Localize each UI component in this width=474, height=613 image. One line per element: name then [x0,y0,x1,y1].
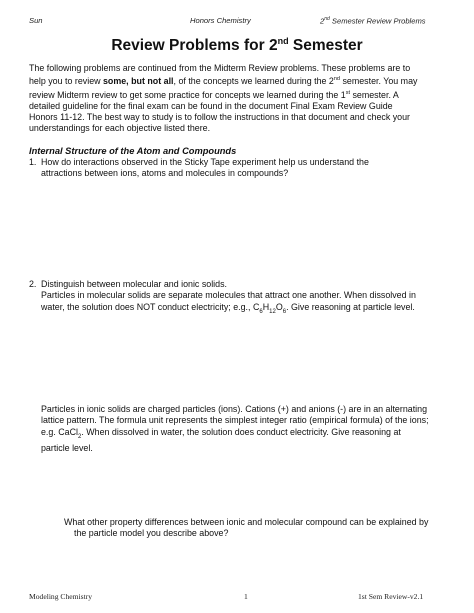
footer-right: 1st Sem Review-v2.1 [358,592,424,601]
title-prefix: Review Problems for 2 [111,37,278,55]
intro-part3: semester. You may review Midterm review to get some practice for concepts we learned during the 1 [29,76,418,100]
header-doc-title-rest: Semester Review Problems [329,16,426,26]
header-course: Honors Chemistry [190,16,251,25]
intro-sup2: st [345,89,350,96]
title-suffix: Semester [288,37,363,55]
intro-paragraph [29,63,419,135]
intro-part1: The following problems are continued from the Midterm Review problems. These problems are to help you to review [29,63,411,87]
title-sup: nd [277,36,289,46]
header-doc-title-prefix: 2 [320,16,325,26]
sub-c: 6 [282,308,287,315]
ionic-post: . When dissolved in water, the solution does conduct electricity. Give reasoning at particle level. [41,426,401,453]
intro-bold: some, but not all [103,76,174,87]
ionic-sub: 2 [78,433,82,440]
question-2 [29,279,417,318]
intro-part2: , of the concepts we learned during the 2 [173,76,334,87]
question-2-molecular-text [41,290,417,317]
header-doc-title-sup: nd [324,16,330,22]
section-title: Internal Structure of the Atom and Compounds [29,146,237,156]
page-title [0,36,474,55]
mid-a: H [262,301,270,312]
question-1 [29,157,409,180]
question-1-text: How do interactions observed in the Sticky Tape experiment help us understand the attractions between ions, atoms and molecules in compounds? [41,157,369,179]
mid-b: O [275,301,283,312]
footer-left: Modeling Chemistry [29,592,93,601]
question-2-ionic-text [41,404,429,454]
sub-a: 6 [259,308,263,315]
molecular-post: . Give reasoning at particle level. [286,301,415,312]
question-2-number: 2. [29,279,37,289]
sub-b: 12 [269,308,276,315]
question-3-text: What other property differences between ionic and molecular compound can be explained by the particle model you describe above? [64,517,429,539]
intro-sup1: nd [333,76,340,83]
question-2-line1: Distinguish between molecular and ionic solids. [41,279,227,289]
ionic-pre: Particles in ionic solids are charged particles (ions). Cations (+) and anions (-) are in an alternating lattice pattern. The formula unit represents the simplest integer ratio (empirical formula) of the ions; e.g. CaCl [41,404,429,437]
molecular-pre: Particles in molecular solids are separate molecules that attract one another. When dissolved in water, the solution does NOT conduct electricity; e.g., C [41,290,416,312]
header-doc-title [320,16,426,26]
question-1-number: 1. [29,157,37,167]
footer-page-number: 1 [244,592,248,601]
intro-part4: semester. A detailed guideline for the final exam can be found in the document Final Exam Review Guide Honors 11-12. The best way to study is to follow the instructions in that document and check your understandings for each objective listed there. [29,89,411,134]
header-author: Sun [29,16,43,25]
